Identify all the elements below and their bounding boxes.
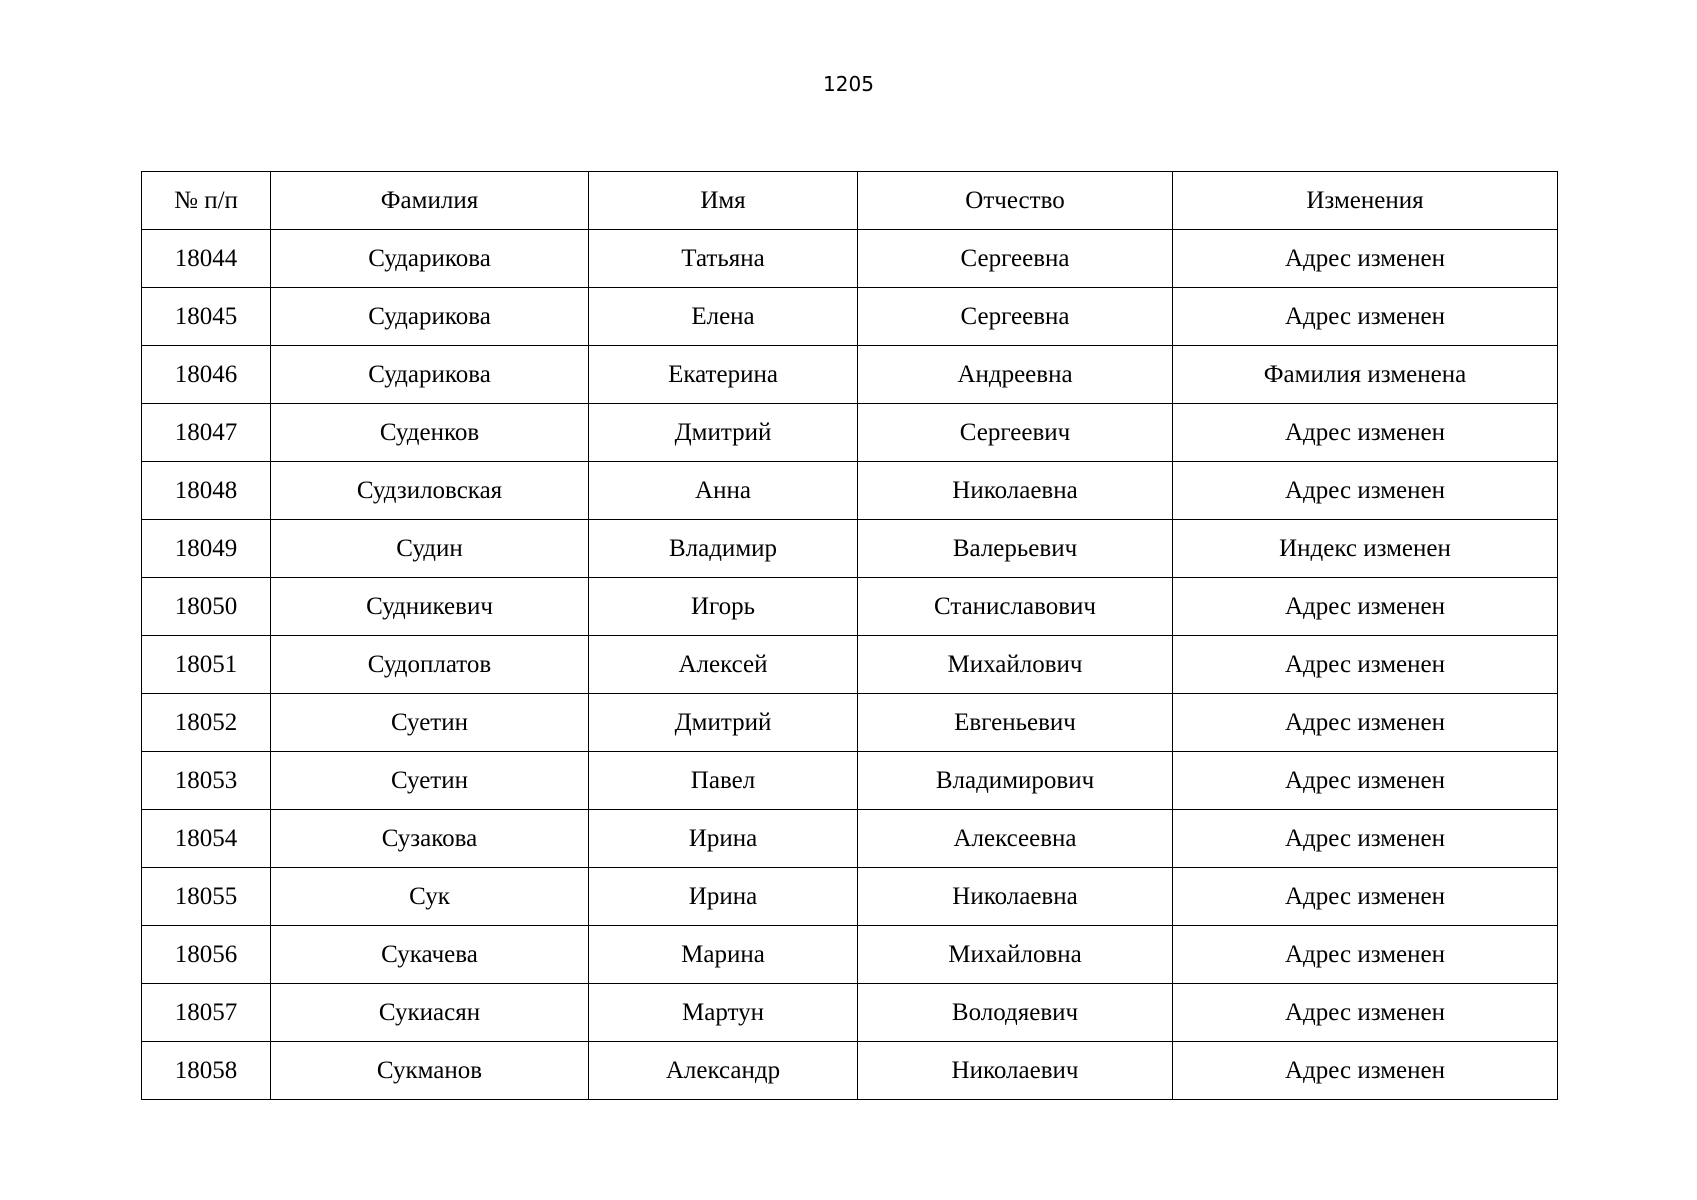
table-row [142, 926, 1558, 984]
cell-number: 18047 [142, 404, 271, 462]
cell-last-name: Сузакова [271, 810, 589, 868]
cell-patronymic: Володяевич [858, 984, 1173, 1042]
cell-first-name: Марина [589, 926, 858, 984]
cell-first-name: Александр [589, 1042, 858, 1100]
column-header-number: № п/п [142, 172, 271, 230]
cell-changes: Адрес изменен [1173, 694, 1558, 752]
cell-first-name: Дмитрий [589, 404, 858, 462]
cell-last-name: Судоплатов [271, 636, 589, 694]
cell-last-name: Сударикова [271, 288, 589, 346]
cell-patronymic: Николаевич [858, 1042, 1173, 1100]
cell-patronymic: Сергеевна [858, 288, 1173, 346]
table-row [142, 694, 1558, 752]
cell-number: 18053 [142, 752, 271, 810]
cell-changes: Адрес изменен [1173, 230, 1558, 288]
cell-last-name: Сукманов [271, 1042, 589, 1100]
cell-number: 18049 [142, 520, 271, 578]
page-number: 1205 [823, 72, 874, 96]
cell-last-name: Судникевич [271, 578, 589, 636]
table-row [142, 578, 1558, 636]
cell-last-name: Суетин [271, 752, 589, 810]
table-row [142, 1042, 1558, 1100]
cell-changes: Адрес изменен [1173, 810, 1558, 868]
cell-patronymic: Николаевна [858, 868, 1173, 926]
column-header-last-name: Фамилия [271, 172, 589, 230]
cell-patronymic: Станиславович [858, 578, 1173, 636]
cell-last-name: Суетин [271, 694, 589, 752]
cell-number: 18055 [142, 868, 271, 926]
cell-changes: Адрес изменен [1173, 926, 1558, 984]
column-header-changes: Изменения [1173, 172, 1558, 230]
cell-patronymic: Сергеевна [858, 230, 1173, 288]
header-row [142, 172, 1558, 230]
cell-patronymic: Сергеевич [858, 404, 1173, 462]
cell-first-name: Игорь [589, 578, 858, 636]
cell-changes: Адрес изменен [1173, 752, 1558, 810]
cell-first-name: Елена [589, 288, 858, 346]
cell-number: 18056 [142, 926, 271, 984]
cell-number: 18051 [142, 636, 271, 694]
cell-first-name: Татьяна [589, 230, 858, 288]
cell-last-name: Суденков [271, 404, 589, 462]
cell-number: 18057 [142, 984, 271, 1042]
cell-last-name: Судин [271, 520, 589, 578]
cell-first-name: Мартун [589, 984, 858, 1042]
cell-patronymic: Владимирович [858, 752, 1173, 810]
cell-last-name: Сукиасян [271, 984, 589, 1042]
cell-changes: Адрес изменен [1173, 578, 1558, 636]
cell-number: 18046 [142, 346, 271, 404]
cell-patronymic: Николаевна [858, 462, 1173, 520]
table-row [142, 752, 1558, 810]
table-row [142, 810, 1558, 868]
cell-patronymic: Валерьевич [858, 520, 1173, 578]
registry-table [141, 171, 1558, 1100]
cell-last-name: Сударикова [271, 230, 589, 288]
cell-changes: Адрес изменен [1173, 636, 1558, 694]
cell-changes: Адрес изменен [1173, 404, 1558, 462]
cell-first-name: Ирина [589, 868, 858, 926]
cell-number: 18045 [142, 288, 271, 346]
cell-number: 18048 [142, 462, 271, 520]
column-header-first-name: Имя [589, 172, 858, 230]
cell-changes: Адрес изменен [1173, 462, 1558, 520]
cell-first-name: Павел [589, 752, 858, 810]
cell-last-name: Сук [271, 868, 589, 926]
cell-changes: Адрес изменен [1173, 868, 1558, 926]
table-body [142, 230, 1558, 1100]
cell-changes: Адрес изменен [1173, 1042, 1558, 1100]
cell-patronymic: Михайловна [858, 926, 1173, 984]
table-row [142, 346, 1558, 404]
cell-number: 18050 [142, 578, 271, 636]
cell-changes: Адрес изменен [1173, 288, 1558, 346]
cell-last-name: Сукачева [271, 926, 589, 984]
table-row [142, 288, 1558, 346]
cell-patronymic: Алексеевна [858, 810, 1173, 868]
cell-first-name: Екатерина [589, 346, 858, 404]
cell-first-name: Анна [589, 462, 858, 520]
cell-changes: Индекс изменен [1173, 520, 1558, 578]
table-row [142, 636, 1558, 694]
cell-patronymic: Евгеньевич [858, 694, 1173, 752]
cell-changes: Адрес изменен [1173, 984, 1558, 1042]
cell-patronymic: Михайлович [858, 636, 1173, 694]
table-row [142, 984, 1558, 1042]
cell-number: 18044 [142, 230, 271, 288]
table-row [142, 230, 1558, 288]
cell-changes: Фамилия изменена [1173, 346, 1558, 404]
cell-number: 18058 [142, 1042, 271, 1100]
cell-first-name: Владимир [589, 520, 858, 578]
cell-last-name: Сударикова [271, 346, 589, 404]
cell-patronymic: Андреевна [858, 346, 1173, 404]
cell-number: 18054 [142, 810, 271, 868]
table-row [142, 868, 1558, 926]
table-header [142, 172, 1558, 230]
table-row [142, 520, 1558, 578]
cell-first-name: Алексей [589, 636, 858, 694]
column-header-patronymic: Отчество [858, 172, 1173, 230]
table-row [142, 462, 1558, 520]
cell-number: 18052 [142, 694, 271, 752]
cell-first-name: Дмитрий [589, 694, 858, 752]
cell-last-name: Судзиловская [271, 462, 589, 520]
table-row [142, 404, 1558, 462]
cell-first-name: Ирина [589, 810, 858, 868]
